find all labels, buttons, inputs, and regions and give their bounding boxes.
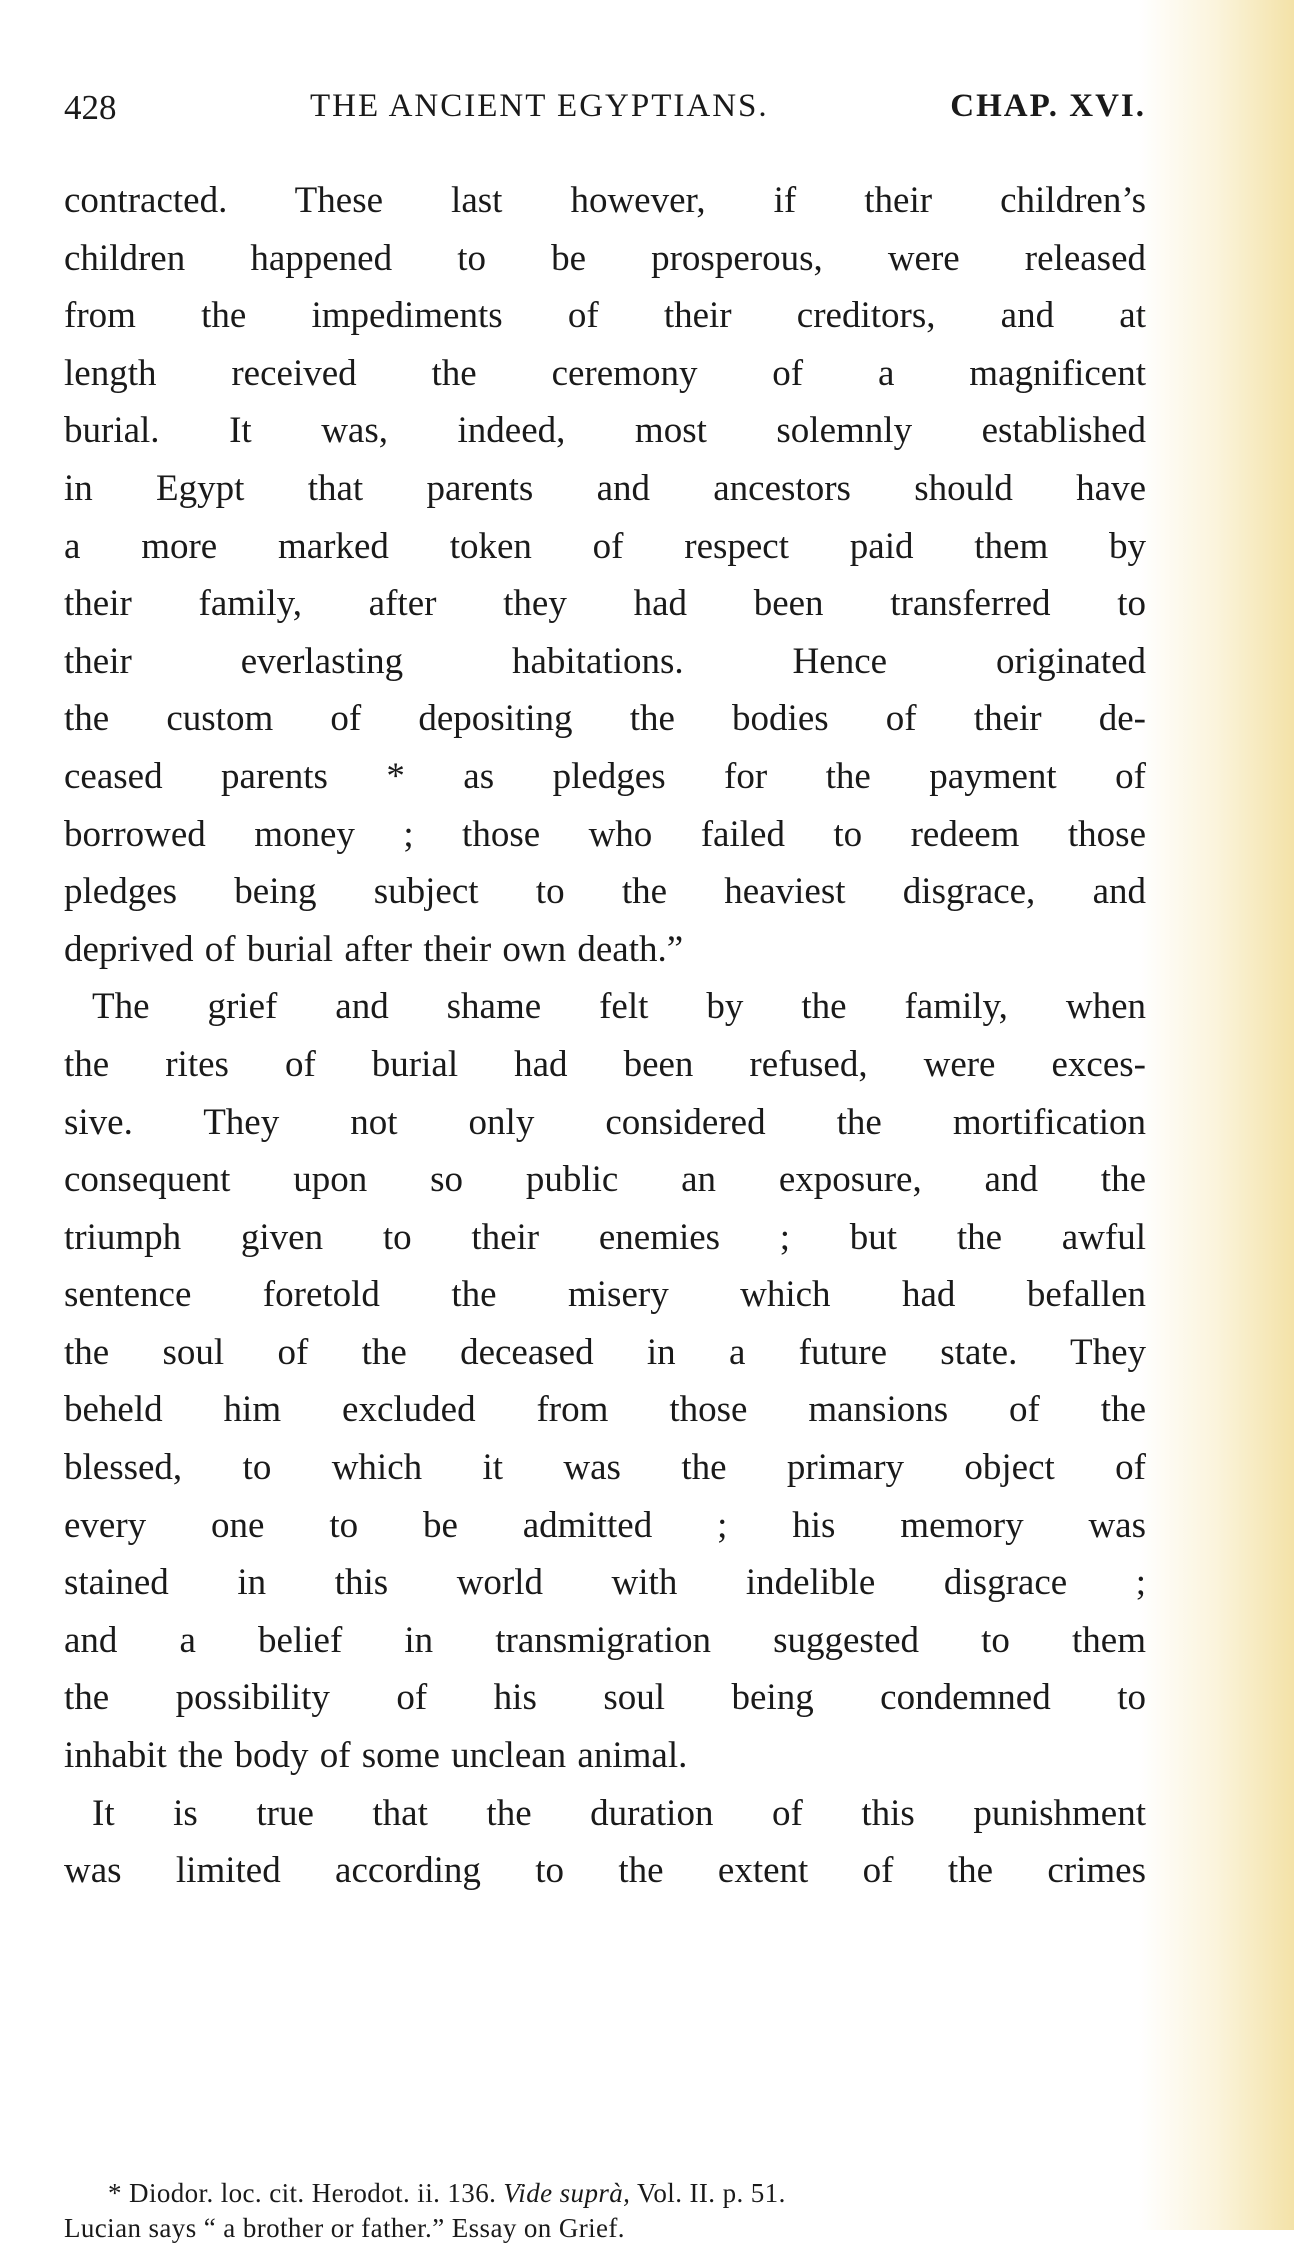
running-head	[64, 88, 1146, 138]
chapter-label: CHAP. XVI.	[950, 88, 1146, 124]
text-line: consequent upon so public an exposure, and the	[64, 1159, 1146, 1201]
text-line: the custom of depositing the bodies of their de-	[64, 698, 1146, 740]
text-line: beheld him excluded from those mansions of the	[64, 1389, 1146, 1431]
text-line: ceased parents * as pledges for the payment of	[64, 755, 1146, 797]
book-title: THE ANCIENT EGYPTIANS.	[310, 88, 769, 124]
text-line: contracted. These last however, if their children’s	[64, 180, 1146, 221]
footnote-volume: Vol. II. p. 51.	[636, 2178, 786, 2208]
text-line: burial. It was, indeed, most solemnly established	[64, 410, 1146, 452]
footnote-vide-supra: Vide suprà,	[503, 2178, 631, 2208]
text-line: It is true that the duration of this punishment	[92, 1792, 1146, 1834]
text-line: stained in this world with indelible disgrace ;	[64, 1562, 1146, 1604]
text-line: was limited according to the extent of the crimes	[64, 1850, 1146, 1892]
text-line: the rites of burial had been refused, were exces-	[64, 1043, 1146, 1085]
text-line: the possibility of his soul being condemned to	[64, 1677, 1146, 1719]
text-line: children happened to be prosperous, were released	[64, 237, 1146, 279]
text-line: their everlasting habitations. Hence originated	[64, 640, 1146, 682]
text-line: from the impediments of their creditors, and at	[64, 295, 1146, 337]
page-number: 428	[64, 88, 117, 127]
body-text	[64, 172, 1146, 1900]
text-line: The grief and shame felt by the family, when	[92, 986, 1146, 1028]
footnote-line	[64, 2176, 1146, 2211]
text-line: a more marked token of respect paid them by	[64, 525, 1146, 567]
text-line: sentence foretold the misery which had befallen	[64, 1274, 1146, 1316]
text-line: every one to be admitted ; his memory was	[64, 1504, 1146, 1546]
text-line: their family, after they had been transferred to	[64, 583, 1146, 625]
text-line: the soul of the deceased in a future state. They	[64, 1331, 1146, 1373]
text-line: pledges being subject to the heaviest disgrace, and	[64, 871, 1146, 913]
text-line: in Egypt that parents and ancestors should have	[64, 467, 1146, 509]
footnotes	[64, 2176, 1146, 2246]
footnote-citation: * Diodor. loc. cit. Herodot. ii. 136.	[108, 2178, 497, 2208]
footnote-line: Lucian says “ a brother or father.” Essay on Grief.	[64, 2213, 625, 2243]
text-line: triumph given to their enemies ; but the awful	[64, 1216, 1146, 1258]
text-line: inhabit the body of some unclean animal.	[64, 1735, 688, 1777]
text-line: and a belief in transmigration suggested to them	[64, 1619, 1146, 1661]
text-line: blessed, to which it was the primary object of	[64, 1447, 1146, 1489]
text-line: length received the ceremony of a magnificent	[64, 352, 1146, 394]
text-line: sive. They not only considered the mortification	[64, 1101, 1146, 1143]
text-line: deprived of burial after their own death.”	[64, 928, 684, 970]
text-line: borrowed money ; those who failed to redeem those	[64, 813, 1146, 855]
